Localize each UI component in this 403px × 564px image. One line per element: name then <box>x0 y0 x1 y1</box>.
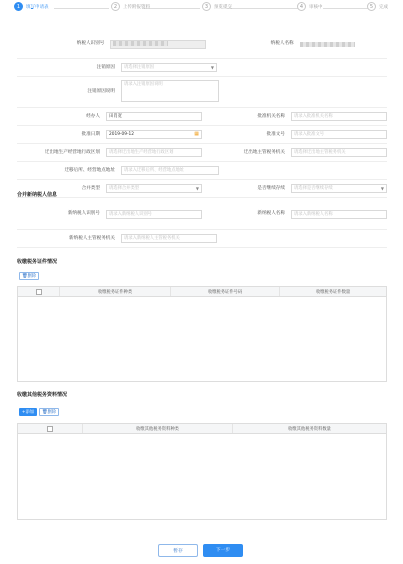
step-4 <box>297 2 323 11</box>
merge-type-label: 合并类型 <box>81 186 100 191</box>
chevron-down-icon: ▼ <box>195 186 199 191</box>
select-all-cell <box>18 287 60 296</box>
new-name-input[interactable]: 请录入新纳税人名称 <box>291 210 387 219</box>
taxpayer-name-label: 纳税人名称 <box>270 41 294 46</box>
step-label: 上传附报资料 <box>123 4 150 10</box>
new-authority-label: 新纳税人主管税务机关 <box>69 236 115 241</box>
step-3 <box>202 2 232 11</box>
delete-certificate-button[interactable]: 🗑删除 <box>19 272 39 280</box>
column-header: 收缴其他税务资料数量 <box>288 426 331 432</box>
step-label: 完成 <box>379 4 388 10</box>
column-header: 收缴税务证件号码 <box>171 287 280 296</box>
step-label: 填写申请表 <box>26 4 49 10</box>
step-number: 5 <box>367 2 376 11</box>
chevron-down-icon: ▼ <box>210 65 214 70</box>
step-5 <box>367 2 388 11</box>
step-2 <box>111 2 150 11</box>
reason-desc-textarea[interactable]: 请录入注销原因说明 <box>121 80 219 102</box>
approve-date-label: 批准日期 <box>81 132 100 137</box>
certificate-section-title: 收缴税务证件情况 <box>17 259 58 265</box>
step-connector <box>323 8 373 9</box>
approver-input[interactable]: 请录入批准机关名称 <box>291 112 387 121</box>
approve-doc-input[interactable]: 请录入批准文号 <box>291 130 387 139</box>
new-id-input[interactable]: 请录入新纳税人识别号 <box>106 210 202 219</box>
select-all-checkbox[interactable] <box>47 426 53 432</box>
table-header <box>18 287 386 297</box>
column-header: 收缴税务证件种类 <box>60 287 171 296</box>
trash-icon: 🗑 <box>41 410 48 415</box>
handler-input[interactable]: 田肖宽 <box>106 112 202 121</box>
delete-material-button[interactable]: 🗑删除 <box>39 408 59 416</box>
other-material-table <box>17 423 387 520</box>
approve-doc-label: 批准文号 <box>266 132 285 137</box>
region-label: 迁出地生产经营地行政区划 <box>44 150 100 155</box>
save-draft-button[interactable]: 暂存 <box>158 544 198 557</box>
step-number: 2 <box>111 2 120 11</box>
step-number: 1 <box>14 2 23 11</box>
certificate-table <box>17 286 387 382</box>
add-material-button[interactable]: +添加 <box>19 408 37 416</box>
chevron-down-icon: ▼ <box>380 186 384 191</box>
step-label: 预览提交 <box>214 4 232 10</box>
continue-select[interactable]: 请选择是否继续存续 ▼ <box>291 184 387 193</box>
approve-date-picker[interactable]: 2019-09-12 ▦ <box>106 130 202 139</box>
step-1 <box>14 2 49 11</box>
authority-select[interactable]: 请选择迁出地主管税务机关 <box>291 148 387 157</box>
merge-type-select[interactable]: 请选择合并类型 ▼ <box>106 184 202 193</box>
select-all-cell <box>18 424 83 433</box>
new-id-label: 新纳税人识别号 <box>67 211 100 216</box>
step-connector <box>54 8 109 9</box>
taxpayer-id-label: 纳税人识别号 <box>76 41 105 46</box>
calendar-icon[interactable]: ▦ <box>194 131 199 137</box>
approver-label: 批准机关名称 <box>257 114 285 119</box>
column-header: 收缴其他税务资料种类 <box>83 424 233 433</box>
merge-section-title: 合并新纳税人信息 <box>17 192 58 198</box>
address-label: 迁移后所、经营地点地址 <box>64 168 115 173</box>
reason-select[interactable]: 请选择注销原因 ▼ <box>121 63 217 72</box>
step-number: 4 <box>297 2 306 11</box>
reason-desc-label: 注销原因说明 <box>87 89 115 94</box>
select-all-checkbox[interactable] <box>36 289 42 295</box>
address-input[interactable]: 请录入迁移后所、经营地点地址 <box>121 166 219 175</box>
new-authority-input[interactable]: 请录入新纳税人主管税务机关 <box>121 234 217 243</box>
step-connector <box>142 8 200 9</box>
taxpayer-id-field <box>110 40 206 49</box>
merge-form <box>17 199 387 248</box>
plus-icon: + <box>21 410 26 415</box>
next-step-button[interactable]: 下一步 <box>203 544 243 557</box>
progress-steps <box>14 2 389 16</box>
table-header <box>18 424 386 434</box>
reason-label: 注销原因 <box>96 65 115 70</box>
step-label: 审核中 <box>309 4 323 10</box>
region-select[interactable]: 请选择迁出地生产经营地行政区划 <box>106 148 202 157</box>
step-number: 3 <box>202 2 211 11</box>
column-header: 收缴税务证件数量 <box>315 289 351 295</box>
other-section-title: 收缴其他税务资料情况 <box>17 392 68 398</box>
authority-label: 迁出地主管税务机关 <box>243 150 285 155</box>
new-name-label: 新纳税人名称 <box>257 211 285 216</box>
handler-label: 经办人 <box>86 114 100 119</box>
continue-label: 是否继续存续 <box>257 186 285 191</box>
cancellation-form <box>17 30 387 198</box>
taxpayer-name-value <box>300 42 355 47</box>
step-connector <box>227 8 305 9</box>
trash-icon: 🗑 <box>21 274 28 279</box>
